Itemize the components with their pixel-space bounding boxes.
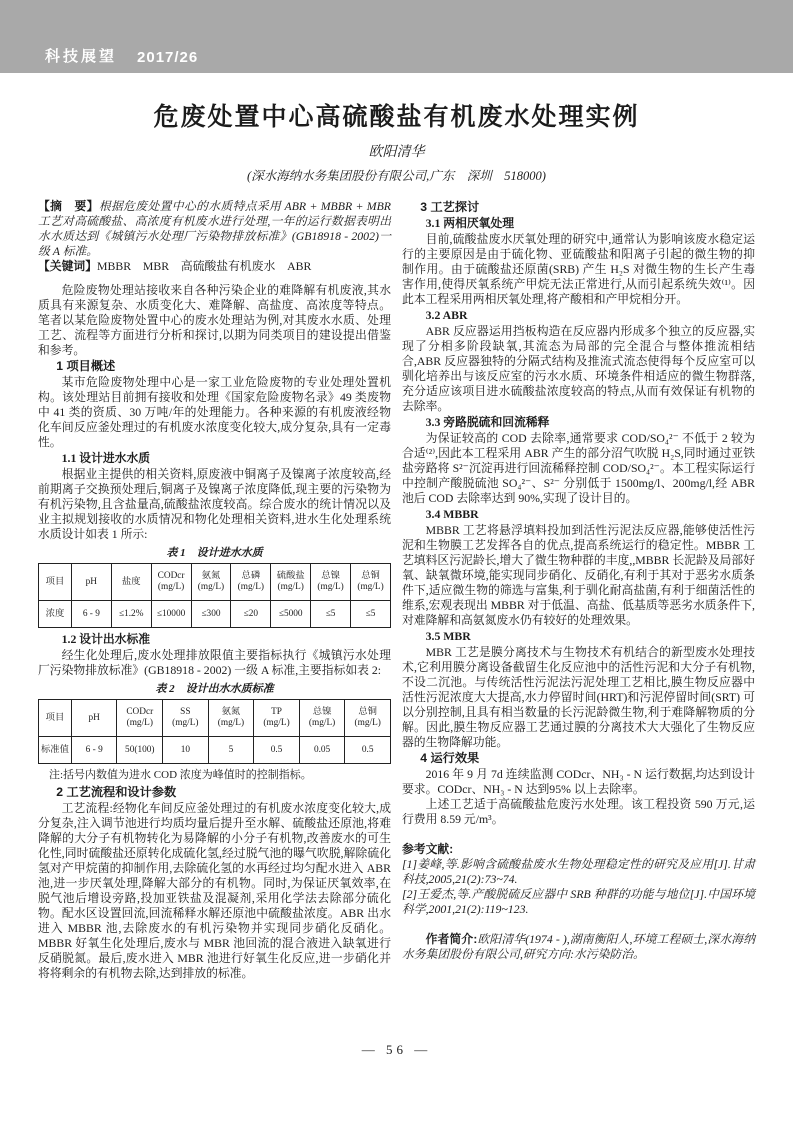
- spacer: [38, 274, 391, 283]
- table-cell: 0.5: [254, 737, 300, 764]
- spacer: [402, 827, 755, 842]
- section-3-2-paragraph: ABR 反应器运用挡板构造在反应器内形成多个独立的反应器,实现了分相多阶段缺氧,其流态为局部的完全混合与整体推流相结合,ABR 反应器独特的分隔式结构及推流式流态使得每个反应室可以驯化培养出与该反应室的污水水质、环境条件相适应的微生物群落,充分适应该项目进水硫酸盐浓度较高的特点,从而有效保证有机物的去除率。: [402, 324, 755, 413]
- table-cell: 6 - 9: [71, 737, 117, 764]
- section-heading-3-5: 3.5 MBR: [425, 629, 471, 643]
- section-heading-1-1: 1.1 设计进水水质: [61, 451, 151, 465]
- section-heading-3-1: 3.1 两相厌氧处理: [425, 216, 515, 230]
- table-header-cell: 盐度: [111, 564, 151, 601]
- table-cell: 标准值: [39, 737, 72, 764]
- table-cell: ≤5000: [271, 601, 311, 628]
- table-header-cell: 项目: [39, 564, 72, 601]
- section-heading-3: 3 工艺探讨: [420, 200, 480, 214]
- author-bio-label: 作者简介:: [425, 932, 478, 946]
- table-header-cell: TP (mg/L): [254, 700, 300, 737]
- table-cell: ≤1.2%: [111, 601, 151, 628]
- two-column-body: [0, 199, 793, 981]
- table-header-cell: 氨氮 (mg/L): [191, 564, 231, 601]
- author-bio-text: 欧阳清华(1974 - ),湖南衡阳人,环境工程硕士,深水海纳水务集团股份有限公司,研究方向:水污染防治。: [402, 932, 755, 961]
- section-heading-1-2: 1.2 设计出水标准: [61, 632, 151, 646]
- section-heading-2: 2 工艺流程和设计参数: [56, 785, 177, 799]
- section-1-paragraph: 某市危险废物处理中心是一家工业危险废物的专业处理处置机构。该处理站目前拥有接收和处理《国家危险废物名录》49 类废物中 41 类的资质、30 万吨/年的处理能力。各种来源的有机废液经物化车间反应釜处理过的有机废水浓度变化较大,成分复杂,具有一定毒性。: [38, 375, 391, 449]
- section-3-3-paragraph: 为保证较高的 COD 去除率,通常要求 COD/SO₄²⁻ 不低于 2 较为合适⁽²⁾,因此本工程采用 ABR 产生的部分沼气吹脱 H₂S,同时通过亚铁盐旁路将 S²⁻沉淀再进行回流稀释控制 COD/SO₄²⁻。本工程实际运行中控制产酸脱硫池 SO₄²⁻、S²⁻ 分别低于 1500mg/l、200mg/l,经 ABR 池后 COD 去除率达到 90%,实现了设计目的。: [402, 431, 755, 505]
- table-header-cell: 总镍 (mg/L): [311, 564, 351, 601]
- section-3-1-paragraph: 目前,硫酸盐废水厌氧处理的研究中,通常认为影响该废水稳定运行的主要原因是由于硫化物、亚硫酸盐和阳离子引起的微生物的抑制作用。由于硫酸盐还原菌(SRB) 产生 H₂S 对微生物的生长产生毒害作用,使得厌氧系统产甲烷无法正常进行,从而引起系统失效⁽¹⁾。因此本工程采用两相厌氧处理,将产酸相和产甲烷相分开。: [402, 232, 755, 306]
- table-header-cell: 项目: [39, 700, 72, 737]
- table-cell: ≤300: [191, 601, 231, 628]
- keywords-label: 【关键词】: [38, 259, 97, 273]
- table-header-cell: 总铜 (mg/L): [351, 564, 391, 601]
- table-cell: 0.05: [299, 737, 345, 764]
- table-cell: 50(100): [117, 737, 163, 764]
- section-heading-3-3: 3.3 旁路脱硫和回流稀释: [425, 415, 550, 429]
- section-2-paragraph: 工艺流程:经物化车间反应釜处理过的有机废水浓度变化较大,成分复杂,注入调节池进行均质均量后提升至水解、硫酸盐还原池,将难降解的大分子有机物转化为易降解的小分子有机物,改善废水的可生化性,同时硫酸盐还原转化成硫化氢,经过脱气池的曝气吹脱,解除硫化氢对产甲烷菌的抑制作用,去除硫化氢的水再经过均匀配水进入 ABR 池,进一步厌氧处理,降解大部分的有机物。同时,为保证厌氧效率,在脱气池后增设旁路,投加亚铁盐及混凝剂,采用化学法去除部分硫化物。配水区设置回流,回流稀释水解还原池中硫酸盐浓度。ABR 出水进入 MBBR 池,去除废水的有机污染物并实现同步硝化反硝化。MBBR 好氧生化处理后,废水与 MBR 池回流的混合液进入缺氧进行反硝脱氮。最后,废水进入 MBR 池进行好氧生化反应,进一步硝化并将将剩余的有机物去除,达到排放的标准。: [38, 801, 391, 980]
- keywords: [38, 259, 391, 274]
- journal-issue: 2017/26: [137, 49, 199, 66]
- abstract-text: 根据危废处置中心的水质特点采用 ABR + MBBR + MBR 工艺对高硫酸盐、高浓度有机废水进行处理,一年的运行数据表明出水水质达到《城镇污水处理厂污染物排放标准》(GB18918 - 2002)一级 A 标准。: [38, 199, 391, 258]
- article-title: 危废处置中心高硫酸盐有机废水处理实例: [153, 103, 640, 131]
- section-3-4-paragraph: MBBR 工艺将悬浮填料投加到活性污泥法反应器,能够使活性污泥和生物膜工艺发挥各自的优点,提高系统运行的稳定性。MBBR 工艺填料区污泥龄长,增大了微生物种群的丰度,,MBBR 长泥龄及局部好氧、缺氧微环境,能实现同步硝化、反硝化,有利于其对于恶劣水质条件下,适应微生物的筛选与富集,利于驯化耐高盐菌,有利于细菌活性的维系,宏观表现出 MBBR 对于低温、高盐、低基质等恶劣水质条件下,对难降解和高氨氮废水仍有较好的处理效果。: [402, 523, 755, 627]
- table-cell: ≤5: [311, 601, 351, 628]
- table-header-cell: 总磷 (mg/L): [231, 564, 271, 601]
- table-cell: ≤5: [351, 601, 391, 628]
- article-author: 欧阳清华: [368, 145, 425, 160]
- table-header-cell: CODcr (mg/L): [151, 564, 191, 601]
- table-cell: ≤10000: [151, 601, 191, 628]
- table-header-cell: 总镍 (mg/L): [299, 700, 345, 737]
- section-heading-3-2: 3.2 ABR: [425, 308, 468, 322]
- author-bio: [402, 932, 755, 962]
- table-header-cell: pH: [71, 564, 111, 601]
- table-cell: 浓度: [39, 601, 72, 628]
- table-1-caption: 表 1 设计进水水质: [166, 547, 263, 559]
- table-header-cell: 总铜 (mg/L): [345, 700, 391, 737]
- references-heading: 参考文献:: [402, 842, 454, 856]
- keywords-text: MBBR MBR 高硫酸盐有机废水 ABR: [97, 259, 312, 273]
- table-header-cell: pH: [71, 700, 117, 737]
- journal-header-band: [0, 0, 793, 73]
- table-cell: 6 - 9: [71, 601, 111, 628]
- table-cell: 0.5: [345, 737, 391, 764]
- table-2-note: 注:括号内数值为进水 COD 浓度为峰值时的控制指标。: [49, 769, 312, 781]
- table-cell: 5: [208, 737, 254, 764]
- table-1: [38, 563, 391, 628]
- abstract-label: 【摘 要】: [38, 199, 99, 213]
- spacer: [402, 917, 755, 932]
- section-heading-1: 1 项目概述: [56, 359, 116, 373]
- abstract: [38, 199, 391, 259]
- table-header-cell: 硫酸盐 (mg/L): [271, 564, 311, 601]
- section-4-paragraph-1: 2016 年 9 月 7d 连续监测 CODcr、NH₃ - N 运行数据,均达到设计要求。CODcr、NH₃ - N 达到95% 以上去除率。: [402, 767, 755, 796]
- left-column: [38, 199, 391, 981]
- table-cell: 10: [163, 737, 209, 764]
- section-heading-3-4: 3.4 MBBR: [425, 507, 479, 521]
- section-heading-4: 4 运行效果: [420, 751, 480, 765]
- intro-paragraph: 危险废物处理站接收来自各种污染企业的难降解有机废液,其水质具有来源复杂、水质变化大、难降解、高盐度、高浓度等特点。笔者以某危险废物处置中心的废水处理站为例,对其废水水质、处理工艺、流程等方面进行分析和探讨,以期为同类项目的建设提出借鉴和参考。: [38, 283, 391, 357]
- section-3-5-paragraph: MBR 工艺是膜分离技术与生物技术有机结合的新型废水处理技术,它利用膜分离设备截留生化反应池中的活性污泥和大分子有机物,不设二沉池。与传统活性污泥法污泥处理工艺相比,膜生物反应器中活性污泥浓度大大提高,水力停留时间(HRT)和污泥停留时间(SRT) 可以分别控制,且具有相当数量的长污泥龄微生物,利于难降解物质的分解。因此,膜生物反应器工艺通过膜的分离技术大大强化了生物反应器的生物降解功能。: [402, 645, 755, 749]
- journal-name: 科技展望: [45, 48, 118, 65]
- page-number: — 56 —: [361, 1042, 432, 1057]
- reference-item: [1]姜峰,等.影响含硫酸盐废水生物处理稳定性的研究及应用[J].甘肃科技,2005,21(2):73~74.: [402, 857, 755, 886]
- table-header-cell: 氨氮 (mg/L): [208, 700, 254, 737]
- section-1-2-paragraph: 经生化处理后,废水处理排放限值主要指标执行《城镇污水处理厂污染物排放标准》(GB18918 - 2002) 一级 A 标准,主要指标如表 2:: [38, 648, 391, 677]
- table-header-cell: SS (mg/L): [163, 700, 209, 737]
- table-cell: ≤20: [231, 601, 271, 628]
- reference-item: [2]王爱杰,等.产酸脱硫反应器中 SRB 种群的功能与地位[J].中国环境科学,2001,21(2):119~123.: [402, 887, 755, 916]
- table-2: [38, 699, 391, 764]
- table-2-caption: 表 2 设计出水水质标准: [155, 683, 274, 695]
- right-column: [402, 199, 755, 981]
- section-1-1-paragraph: 根据业主提供的相关资料,原废液中铜离子及镍离子浓度较高,经前期离子交换预处理后,铜离子及镍离子浓度降低,现主要的污染物为有机污染物,且含盐量高,硫酸盐浓度较高。综合废水的统计情况以及业主拟规划接收的水质情况和物化处理相关资料,进水生化处理系统水质设计如表 1 所示:: [38, 467, 391, 541]
- section-4-paragraph-2: 上述工艺适于高硫酸盐危废污水处理。该工程投资 590 万元,运行费用 8.59 元/m³。: [402, 797, 755, 826]
- article-affiliation: (深水海纳水务集团股份有限公司,广东 深圳 518000): [247, 169, 546, 183]
- table-header-cell: CODcr (mg/L): [117, 700, 163, 737]
